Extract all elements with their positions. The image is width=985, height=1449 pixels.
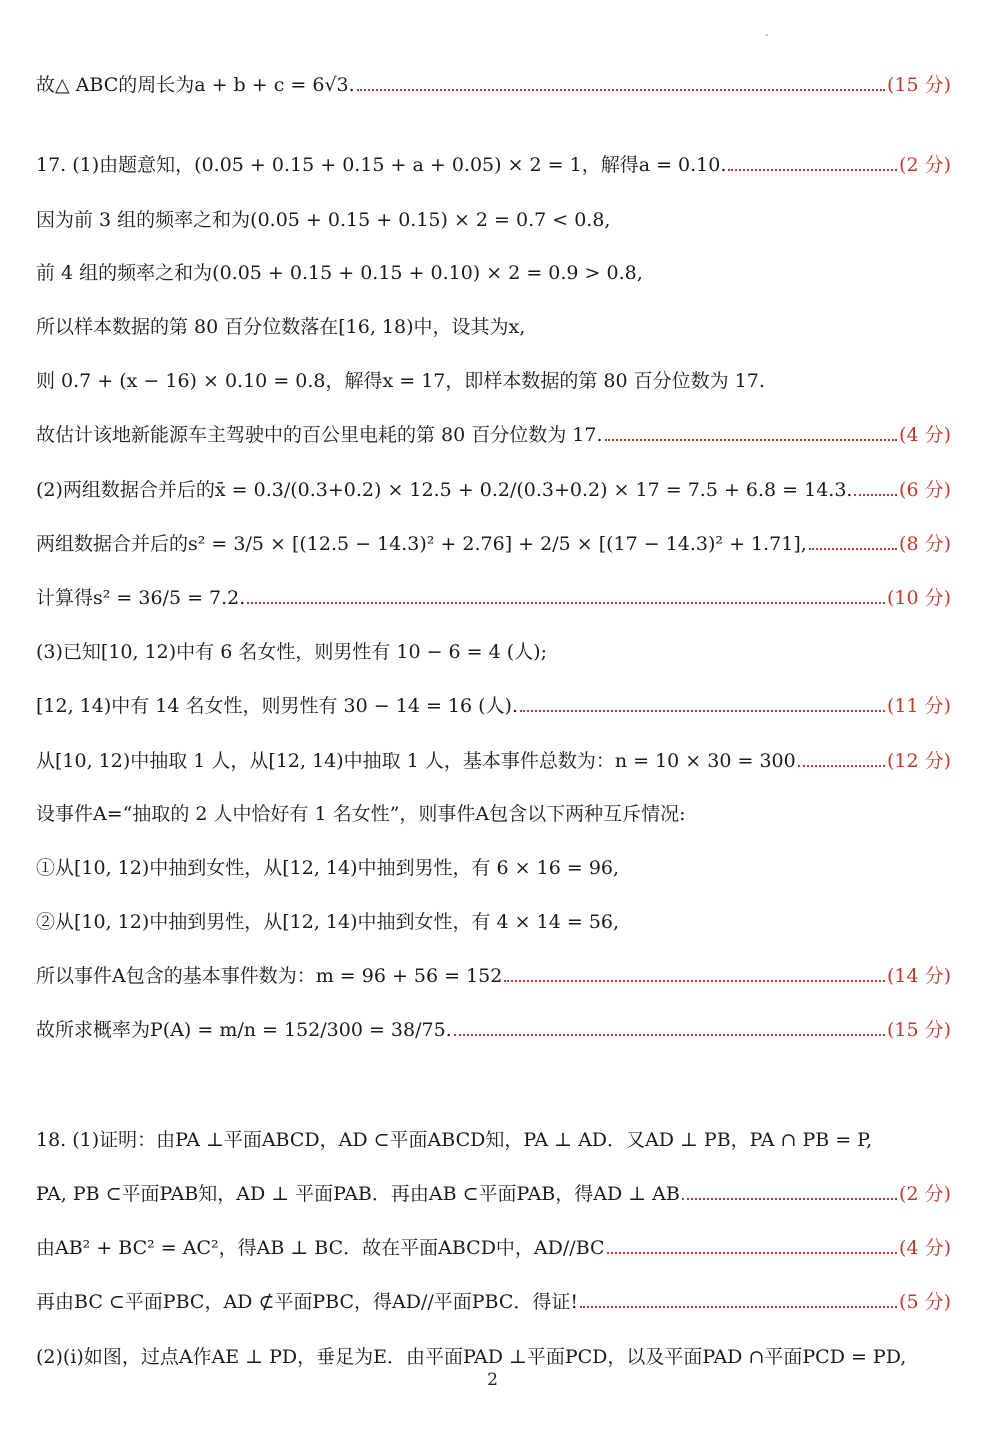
solution-line: [36, 1179, 951, 1206]
page-number: 2: [487, 1370, 498, 1390]
line-text: 所以事件A包含的基本事件数为：m = 96 + 56 = 152: [36, 965, 503, 987]
solution-line: [36, 637, 951, 664]
line-text: 故△ ABC的周长为a + b + c = 6√3.: [36, 74, 355, 96]
score-label: (15 分): [886, 74, 951, 96]
score-label: (14 分): [886, 965, 951, 987]
line-text: 18. (1)证明：由PA ⊥平面ABCD，AD ⊂平面ABCD知，PA ⊥ AD．又AD ⊥ PB，PA ∩ PB = P,: [36, 1129, 873, 1151]
solution-line: [36, 691, 951, 718]
solution-line: [36, 1287, 951, 1314]
line-text: (3)已知[10, 12)中有 6 名女性，则男性有 10 − 6 = 4 (人);: [36, 641, 547, 663]
top-mark: -: [765, 30, 769, 41]
solution-line: [36, 258, 951, 285]
leader-dots: [682, 1197, 897, 1200]
solution-line: [36, 961, 951, 988]
solution-line: [36, 799, 951, 826]
score-label: (6 分): [899, 479, 951, 501]
leader-dots: [605, 438, 898, 441]
line-text: ②从[10, 12)中抽到男性，从[12, 14)中抽到女性，有 4 × 14 = 56,: [36, 911, 620, 933]
solution-line: [36, 1125, 951, 1152]
score-label: (12 分): [886, 750, 951, 772]
score-label: (10 分): [886, 587, 951, 609]
line-text: 从[10, 12)中抽取 1 人，从[12, 14)中抽取 1 人，基本事件总数为：n = 10 × 30 = 300: [36, 750, 796, 772]
line-text: 设事件A=“抽取的 2 人中恰好有 1 名女性”，则事件A包含以下两种互斥情况:: [36, 803, 686, 825]
leader-dots: [854, 493, 897, 496]
score-label: (8 分): [899, 533, 951, 555]
line-text: 故估计该地新能源车主驾驶中的百公里电耗的第 80 百分位数为 17.: [36, 424, 603, 446]
solution-line: [36, 70, 951, 97]
line-text: 17. (1)由题意知，(0.05 + 0.15 + 0.15 + a + 0.05) × 2 = 1，解得a = 0.10.: [36, 154, 727, 176]
line-text: 再由BC ⊂平面PBC，AD ⊄平面PBC，得AD//平面PBC．得证!: [36, 1291, 579, 1313]
line-text: PA, PB ⊂平面PAB知，AD ⊥ 平面PAB．再由AB ⊂平面PAB，得AD ⊥ AB: [36, 1183, 680, 1205]
line-text: (2)(i)如图，过点A作AE ⊥ PD，垂足为E．由平面PAD ⊥平面PCD，以及平面PAD ∩平面PCD = PD,: [36, 1346, 907, 1368]
line-text: 两组数据合并后的s² = 3/5 × [(12.5 − 14.3)² + 2.76] + 2/5 × [(17 − 14.3)² + 1.71],: [36, 533, 807, 555]
leader-dots: [357, 88, 885, 91]
leader-dots: [504, 979, 885, 982]
leader-dots: [520, 709, 885, 712]
line-text: (2)两组数据合并后的x̄ = 0.3/(0.3+0.2) × 12.5 + 0.2/(0.3+0.2) × 17 = 7.5 + 6.8 = 14.3.: [36, 479, 853, 501]
line-text: ①从[10, 12)中抽到女性，从[12, 14)中抽到男性，有 6 × 16 = 96,: [36, 857, 620, 879]
score-label: (2 分): [899, 1183, 951, 1205]
line-text: 计算得s² = 36/5 = 7.2.: [36, 587, 246, 609]
solution-line: [36, 420, 951, 447]
solution-line: [36, 1015, 951, 1042]
leader-dots: [728, 168, 897, 171]
line-text: 所以样本数据的第 80 百分位数落在[16, 18)中，设其为x,: [36, 316, 526, 338]
line-text: 由AB² + BC² = AC²，得AB ⊥ BC．故在平面ABCD中，AD//BC: [36, 1237, 605, 1259]
leader-dots: [454, 1033, 885, 1036]
score-label: (4 分): [899, 424, 951, 446]
solution-line: [36, 475, 951, 502]
leader-dots: [247, 601, 885, 604]
leader-dots: [798, 764, 885, 767]
solution-line: [36, 853, 951, 880]
solution-line: [36, 1233, 951, 1260]
score-label: (5 分): [899, 1291, 951, 1313]
solution-line: [36, 366, 951, 393]
solution-line: [36, 583, 951, 610]
solution-line: [36, 907, 951, 934]
solution-line: [36, 312, 951, 339]
leader-dots: [809, 547, 897, 550]
solution-line: [36, 1342, 951, 1369]
leader-dots: [580, 1305, 897, 1308]
solution-line: [36, 529, 951, 556]
score-label: (11 分): [886, 695, 951, 717]
solution-line: [36, 205, 951, 232]
solution-line: [36, 746, 951, 773]
line-text: 前 4 组的频率之和为(0.05 + 0.15 + 0.15 + 0.10) × 2 = 0.9 > 0.8,: [36, 262, 643, 284]
line-text: 故所求概率为P(A) = m/n = 152/300 = 38/75.: [36, 1019, 452, 1041]
score-label: (4 分): [899, 1237, 951, 1259]
solution-line: [36, 150, 951, 177]
line-text: 则 0.7 + (x − 16) × 0.10 = 0.8，解得x = 17，即样本数据的第 80 百分位数为 17.: [36, 370, 765, 392]
line-text: [12, 14)中有 14 名女性，则男性有 30 − 14 = 16 (人).: [36, 695, 518, 717]
leader-dots: [607, 1251, 897, 1254]
line-text: 因为前 3 组的频率之和为(0.05 + 0.15 + 0.15) × 2 = 0.7 < 0.8,: [36, 209, 611, 231]
score-label: (2 分): [899, 154, 951, 176]
score-label: (15 分): [886, 1019, 951, 1041]
